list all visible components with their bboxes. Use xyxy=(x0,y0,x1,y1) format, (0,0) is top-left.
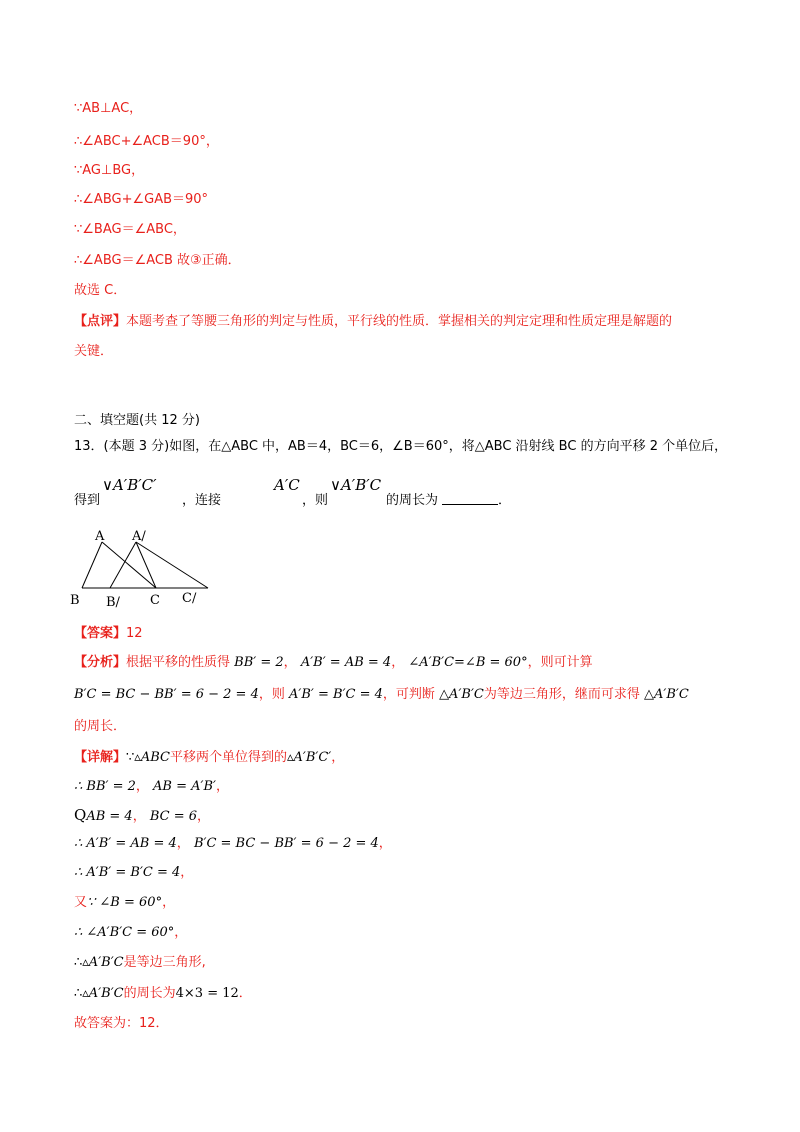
detail-triangle-8: ▵A′B′C xyxy=(82,955,124,970)
analysis-text-5: 为等边三角形，继而可求得 xyxy=(483,687,640,702)
detail-math-2c: AB = A′B′ xyxy=(153,779,216,794)
detail-sep-1: ， xyxy=(331,750,345,765)
detail-sep-9e: ． xyxy=(238,986,252,1001)
segment-ac xyxy=(102,542,156,588)
final-answer-line: 故答案为：12． xyxy=(74,1016,169,1031)
segment-a1c: A′C xyxy=(274,476,300,494)
detail-math-4a: ∴ A′B′ = AB = 4 xyxy=(74,836,177,851)
label-b: B xyxy=(70,593,80,608)
analysis-math-6: △A′B′C xyxy=(439,687,484,702)
question-get: 得到 xyxy=(74,493,101,508)
analysis-math-5: A′B′ = B′C = 4 xyxy=(289,687,383,702)
detail-text-1: 平移两个单位得到的 xyxy=(169,750,287,765)
detail-line-2 xyxy=(74,778,229,796)
detail-math-6b: ∵ ∠B = 60° xyxy=(87,895,163,910)
detail-line-7 xyxy=(74,924,187,942)
detail-math-3d: BC = 6 xyxy=(149,809,198,824)
detail-also: 又 xyxy=(74,895,88,910)
comment-continuation: 关键． xyxy=(74,344,114,359)
question-connect: ，连接 xyxy=(182,493,222,508)
solution-line-6: ∴∠ABG＝∠ACB 故③正确． xyxy=(74,253,241,268)
detail-sep-3c: ， xyxy=(132,809,146,824)
detail-sep-6c: ， xyxy=(162,895,176,910)
detail-sep-2d: ， xyxy=(216,779,230,794)
detail-sep-4b: ， xyxy=(176,836,190,851)
question-number: 13．(本题 3 分) xyxy=(74,439,170,454)
solution-line-5: ∵∠BAG＝∠ABC， xyxy=(74,222,186,237)
detail-line-3 xyxy=(74,806,210,826)
triangle-a1b1c: ∨A′B′C xyxy=(330,476,382,494)
analysis-math-3: ∠A′B′C=∠B = 60° xyxy=(408,655,528,670)
answer-line xyxy=(74,625,143,643)
therefore-symbol-9: ∴ xyxy=(74,986,83,1001)
because-symbol: ∵ xyxy=(126,750,135,765)
analysis-math-1: BB′ = 2 xyxy=(234,655,284,670)
detail-line-6 xyxy=(74,894,175,912)
question-line-1 xyxy=(74,438,727,456)
question-text: 如图，在△ABC 中，AB＝4，BC＝6，∠B＝60°，将△ABC 沿射线 BC 的方向平移 2 个单位后， xyxy=(169,439,728,454)
detail-math-4c: B′C = BC − BB′ = 6 − 2 = 4 xyxy=(193,836,379,851)
choice-line: 故选 C． xyxy=(74,283,127,298)
detail-sep-3e: ， xyxy=(197,809,211,824)
solution-line-2: ∴∠ABC+∠ACB＝90°， xyxy=(74,134,219,149)
detail-tag: 【详解】 xyxy=(74,750,127,765)
detail-line-1 xyxy=(74,749,344,767)
solution-line-1: ∵AB⊥AC， xyxy=(74,101,143,116)
analysis-sep-2: ， xyxy=(391,655,405,670)
detail-line-9 xyxy=(74,985,252,1003)
analysis-line-3: 的周长． xyxy=(74,719,127,734)
translation-figure xyxy=(70,530,230,610)
detail-triangle-9: ▵A′B′C xyxy=(82,986,124,1001)
section-heading: 二、填空题(共 12 分) xyxy=(74,413,200,428)
comment-line xyxy=(74,313,672,331)
detail-math-2: ∴ BB′ = 2 xyxy=(74,779,136,794)
detail-sep-5b: ， xyxy=(180,865,194,880)
question-end: ． xyxy=(498,493,512,508)
detail-math-5a: ∴ A′B′ = B′C = 4 xyxy=(74,865,181,880)
segment-ab xyxy=(82,542,102,588)
detail-text-9: 的周长为 xyxy=(123,986,176,1001)
detail-sep-2: ， xyxy=(135,779,149,794)
therefore-symbol-8: ∴ xyxy=(74,955,83,970)
question-perimeter: 的周长为 xyxy=(386,493,439,508)
analysis-math-7: △A′B′C xyxy=(644,687,689,702)
detail-math-3b: AB = 4 xyxy=(86,809,133,824)
analysis-line-2 xyxy=(74,686,689,704)
detail-text-8: 是等边三角形, xyxy=(123,955,206,970)
detail-q-symbol: Q xyxy=(74,806,87,824)
detail-math-7a: ∴ ∠A′B′C = 60° xyxy=(74,925,175,940)
answer-value: 12 xyxy=(126,626,143,641)
analysis-math-4: B′C = BC − BB′ = 6 − 2 = 4 xyxy=(74,687,259,702)
label-b-prime: B/ xyxy=(106,595,120,610)
label-c-prime: C/ xyxy=(182,591,197,606)
analysis-text-1: 根据平移的性质得 xyxy=(126,655,231,670)
segment-a1b1 xyxy=(110,542,136,588)
detail-triangle-a1b1c1: ▵A′B′C′ xyxy=(286,750,332,765)
detail-line-8 xyxy=(74,954,206,972)
detail-sep-7b: ， xyxy=(174,925,188,940)
triangle-a1b1c1: ∨A′B′C′ xyxy=(102,476,157,494)
segment-a1c1 xyxy=(136,542,208,588)
detail-line-4 xyxy=(74,835,392,853)
answer-tag: 【答案】 xyxy=(74,626,127,641)
analysis-sep-1: ， xyxy=(283,655,297,670)
solution-line-3: ∵AG⊥BG， xyxy=(74,163,145,178)
solution-line-4: ∴∠ABG+∠GAB＝90° xyxy=(74,192,209,207)
comment-tag: 【点评】 xyxy=(74,314,127,329)
detail-sep-4d: ， xyxy=(378,836,392,851)
label-a: A xyxy=(95,530,105,544)
analysis-line-1 xyxy=(74,654,593,672)
analysis-text-4: ，可判断 xyxy=(382,687,435,702)
detail-math-9d: 4×3 = 12 xyxy=(175,986,239,1001)
analysis-tag: 【分析】 xyxy=(74,655,127,670)
detail-line-5 xyxy=(74,864,193,882)
label-a-prime: A/ xyxy=(132,530,146,544)
label-c: C xyxy=(150,593,160,608)
comment-text: 本题考查了等腰三角形的判定与性质，平行线的性质．掌握相关的判定定理和性质定理是解题的 xyxy=(126,314,673,329)
answer-blank xyxy=(442,492,498,505)
question-then: ，则 xyxy=(302,493,329,508)
analysis-text-2: ，则可计算 xyxy=(527,655,593,670)
analysis-text-3: ，则 xyxy=(258,687,285,702)
analysis-math-2: A′B′ = AB = 4 xyxy=(300,655,392,670)
detail-triangle-abc: ▵ABC xyxy=(134,750,170,765)
